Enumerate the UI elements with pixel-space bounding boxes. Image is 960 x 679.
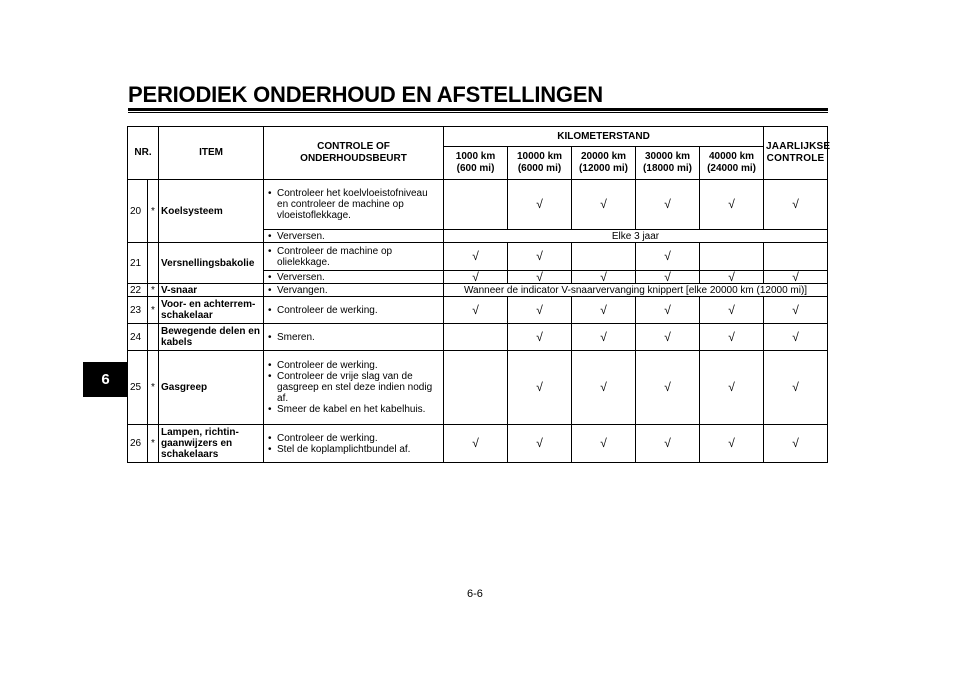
row-star: * bbox=[148, 284, 159, 297]
check-cell: √ bbox=[636, 297, 700, 324]
check-cell: √ bbox=[636, 425, 700, 463]
replace-note: Elke 3 jaar bbox=[444, 230, 828, 243]
row-check: • Verversen. bbox=[264, 230, 444, 243]
check-cell: √ bbox=[700, 425, 764, 463]
check-cell: √ bbox=[636, 243, 700, 271]
header-nr: NR. bbox=[128, 127, 159, 180]
chapter-tab: 6 bbox=[83, 362, 128, 397]
row-number: 22 bbox=[128, 284, 148, 297]
page-title: PERIODIEK ONDERHOUD EN AFSTELLINGEN bbox=[128, 82, 603, 107]
row-item: Voor- en achterrem- schakelaar bbox=[159, 297, 264, 324]
check-cell: √ bbox=[572, 297, 636, 324]
check-cell: √ bbox=[764, 425, 828, 463]
table-row bbox=[128, 243, 828, 271]
row-check: • Verversen. bbox=[264, 271, 444, 284]
header-interval-3: 20000 km (12000 mi) bbox=[572, 147, 636, 180]
check-cell: √ bbox=[572, 180, 636, 230]
row-star: * bbox=[148, 425, 159, 463]
table-row bbox=[128, 351, 828, 425]
check-cell: √ bbox=[636, 180, 700, 230]
table-row bbox=[128, 324, 828, 351]
check-cell: √ bbox=[700, 324, 764, 351]
row-item: Bewegende delen en kabels bbox=[159, 324, 264, 351]
check-cell: √ bbox=[700, 297, 764, 324]
header-check: CONTROLE OF ONDERHOUDSBEURT bbox=[264, 127, 444, 180]
check-cell: √ bbox=[508, 180, 572, 230]
row-number: 24 bbox=[128, 324, 148, 351]
check-cell: √ bbox=[508, 243, 572, 271]
table-row bbox=[128, 180, 828, 230]
row-check: • Controleer de werking. bbox=[264, 297, 444, 324]
check-cell: √ bbox=[700, 351, 764, 425]
check-cell: √ bbox=[764, 351, 828, 425]
row-star: * bbox=[148, 180, 159, 243]
header-row-1 bbox=[128, 127, 828, 147]
row-item: Koelsysteem bbox=[159, 180, 264, 243]
check-cell: √ bbox=[764, 271, 828, 284]
check-cell: √ bbox=[444, 271, 508, 284]
check-cell bbox=[444, 351, 508, 425]
row-item: Versnellingsbakolie bbox=[159, 243, 264, 284]
header-interval-4: 30000 km (18000 mi) bbox=[636, 147, 700, 180]
row-item: Lampen, richtin- gaanwijzers en schakelaars bbox=[159, 425, 264, 463]
row-check: • Controleer het koelvloeistofniveau en controleer de machine op vloeistoflekkage. bbox=[264, 180, 444, 230]
check-cell bbox=[764, 243, 828, 271]
vbelt-note: Wanneer de indicator V-snaarvervanging knippert [elke 20000 km (12000 mi)] bbox=[444, 284, 828, 297]
row-star bbox=[148, 324, 159, 351]
check-cell: √ bbox=[572, 271, 636, 284]
check-cell: √ bbox=[508, 324, 572, 351]
check-cell bbox=[444, 324, 508, 351]
check-cell: √ bbox=[700, 271, 764, 284]
check-cell: √ bbox=[508, 351, 572, 425]
check-cell: √ bbox=[572, 425, 636, 463]
row-number: 21 bbox=[128, 243, 148, 284]
check-cell: √ bbox=[764, 180, 828, 230]
check-cell: √ bbox=[636, 351, 700, 425]
check-cell: √ bbox=[764, 324, 828, 351]
row-check: • Vervangen. bbox=[264, 284, 444, 297]
row-item: Gasgreep bbox=[159, 351, 264, 425]
header-interval-2: 10000 km (6000 mi) bbox=[508, 147, 572, 180]
check-cell: √ bbox=[572, 324, 636, 351]
row-check: • Smeren. bbox=[264, 324, 444, 351]
check-cell: √ bbox=[572, 351, 636, 425]
header-odometer: KILOMETERSTAND bbox=[444, 127, 764, 147]
table-row bbox=[128, 284, 828, 297]
row-star: * bbox=[148, 351, 159, 425]
header-annual: JAARLIJKSE CONTROLE bbox=[764, 127, 828, 180]
row-item: V-snaar bbox=[159, 284, 264, 297]
header-interval-5: 40000 km (24000 mi) bbox=[700, 147, 764, 180]
check-cell: √ bbox=[508, 425, 572, 463]
row-number: 25 bbox=[128, 351, 148, 425]
table-row bbox=[128, 425, 828, 463]
title-rule-thick bbox=[128, 108, 828, 111]
check-cell bbox=[444, 180, 508, 230]
title-rule-thin bbox=[128, 112, 828, 113]
page-number: 6-6 bbox=[467, 588, 483, 600]
header-item: ITEM bbox=[159, 127, 264, 180]
check-cell: √ bbox=[508, 271, 572, 284]
check-cell: √ bbox=[444, 297, 508, 324]
row-number: 23 bbox=[128, 297, 148, 324]
row-check: • Controleer de werking. • Controleer de vrije slag van de gasgreep en stel deze indien nodig af. • Smeer de kabel en het kabelhuis. bbox=[264, 351, 444, 425]
check-cell: √ bbox=[764, 297, 828, 324]
row-number: 20 bbox=[128, 180, 148, 243]
check-cell bbox=[572, 243, 636, 271]
check-cell: √ bbox=[636, 324, 700, 351]
check-cell: √ bbox=[700, 180, 764, 230]
check-cell: √ bbox=[444, 425, 508, 463]
header-interval-1: 1000 km (600 mi) bbox=[444, 147, 508, 180]
check-cell bbox=[700, 243, 764, 271]
maintenance-table bbox=[127, 126, 831, 463]
row-check: • Controleer de machine op olielekkage. bbox=[264, 243, 444, 271]
check-cell: √ bbox=[636, 271, 700, 284]
check-cell: √ bbox=[508, 297, 572, 324]
row-check: • Controleer de werking. • Stel de koplamplichtbundel af. bbox=[264, 425, 444, 463]
row-star: * bbox=[148, 297, 159, 324]
row-star bbox=[148, 243, 159, 284]
table-row bbox=[128, 297, 828, 324]
check-cell: √ bbox=[444, 243, 508, 271]
row-number: 26 bbox=[128, 425, 148, 463]
